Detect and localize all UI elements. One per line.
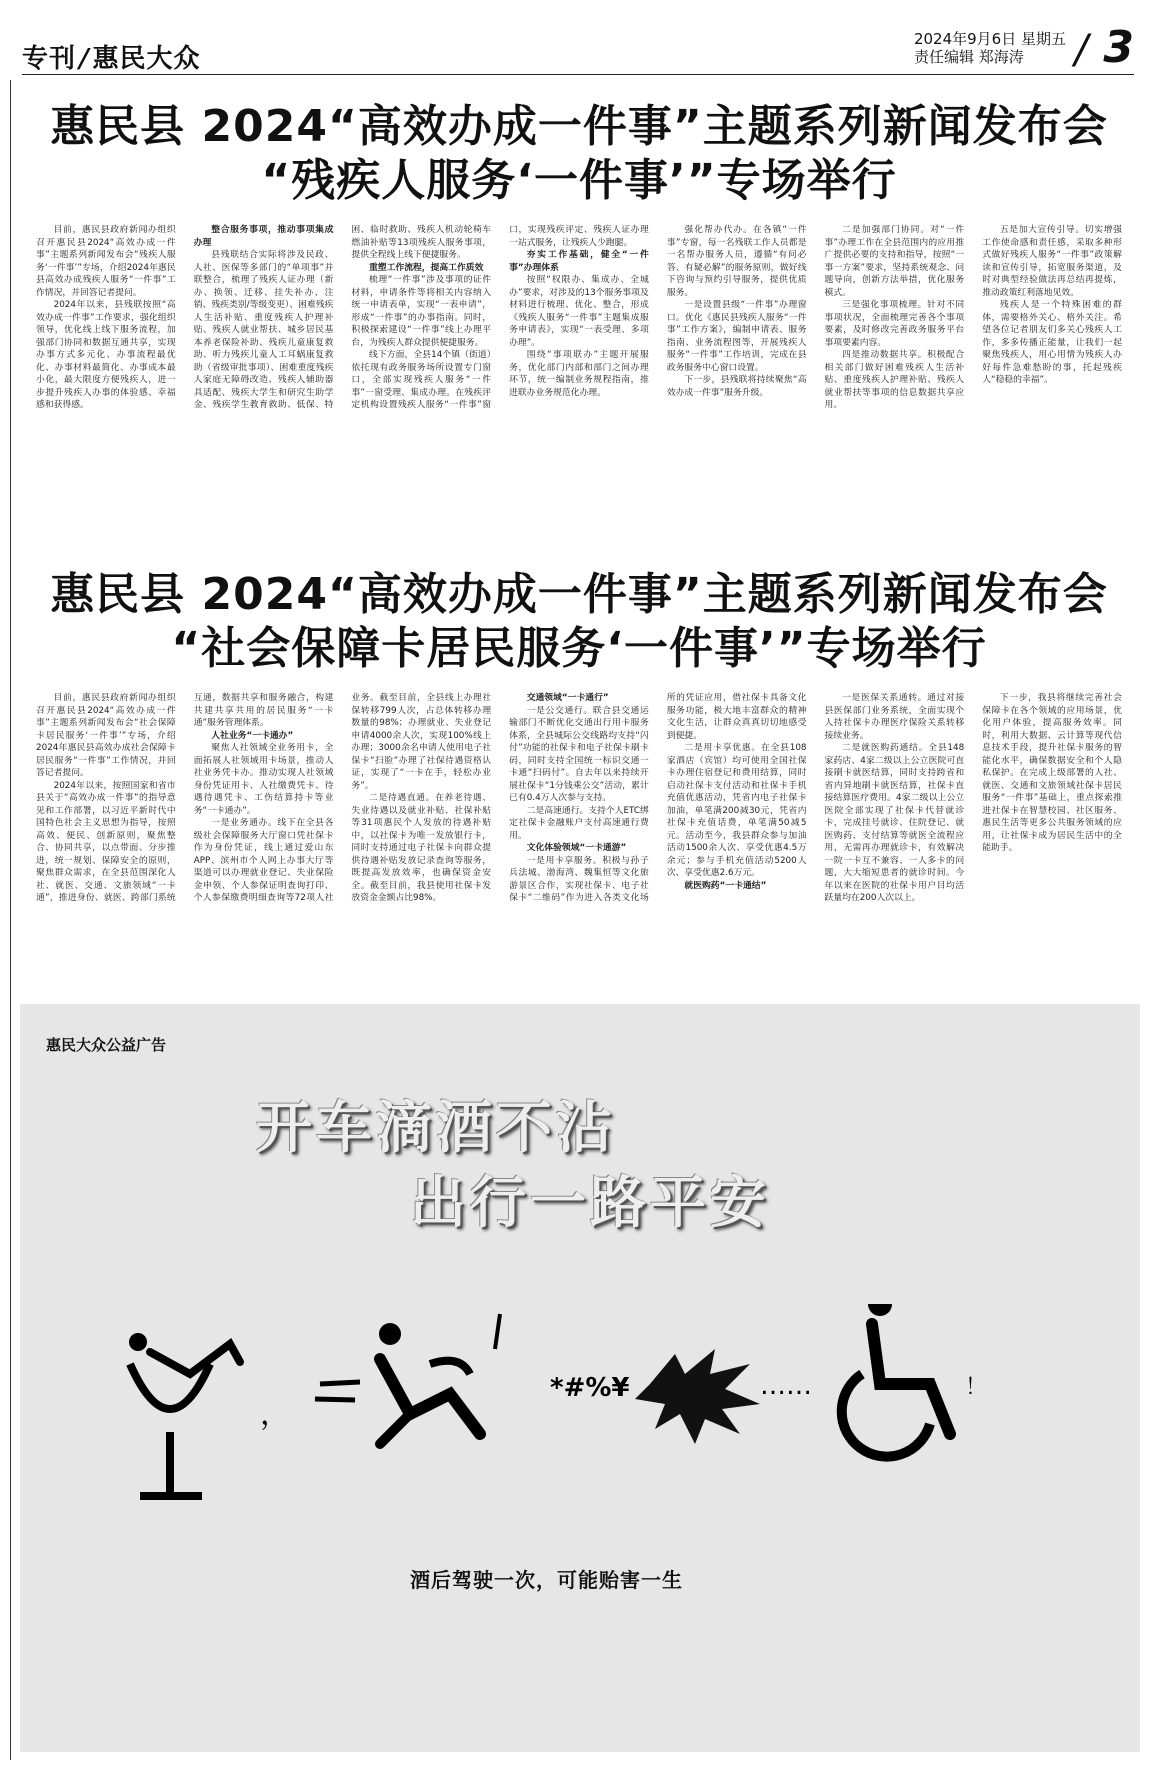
paragraph: 二是加强部门协同。对“一件事”办理工作在全县范围内的应用推广提供必要的支持和指导，按照“一事一方案”要求，坚持系统观念、问题导向，创新方法举措，优化服务模式。 xyxy=(824,225,965,298)
paragraph: 聚焦人社领域全业务用卡，全面拓展人社领域用卡场景，推动人社业务凭卡办。推动实现人社领域身份凭证用卡、人社缴费凭卡、待遇待遇凭卡、工伤结算持卡等业务“一卡通办”。 xyxy=(193,743,334,816)
paragraph: 2024年以来，县残联按照“高效办成一件事”工作要求，强化组织领导，优化线上线下服务流程，加强部门协同和数据互通共享，实现办事方式多元化、办事流程最优化、办事材料最简化、办事成本最小化，最大限度方便残疾人，进一步提升残疾人办事的体验感、幸福感和获得感。 xyxy=(36,300,176,410)
paragraph: 一是业务通办。线下在全县各级社会保障服务大厅窗口凭社保卡作为身份凭证，线上通过爱山东APP、滨州市个人网上办事大厅等渠道可以办理就业登记、失业保险金申领、个人参保证明查询打印、个人参保缴费明细查询等72项人社业务。截至目前，全县线上办理社保转移799人次，占总体转移办理数量的98%；办理就业、失业登记申请4000余人次，实现100%线上办理；3000余名申请人使用电子社保卡“扫脸”办理了社保待遇资格认证，实现了“一卡在手，轻松办业务”。 xyxy=(193,693,492,903)
responsible-editor: 责任编辑 郑海涛 xyxy=(913,48,1024,66)
section-label: 专刊 xyxy=(22,44,77,74)
ad-label: 惠民大众公益广告 xyxy=(46,1036,167,1054)
paragraph: 三是强化事项梳理。针对不同事项状况，全面梳理完善各个事项要素，及时修改完善政务服务平台事项要素内容。 xyxy=(824,300,965,348)
ad-illustration xyxy=(110,1304,1090,1524)
wine-glass-icon xyxy=(129,1333,240,1496)
paragraph: 一是用卡享服务。积极与孙子兵法城、渤海湾、魏集恒等文化旅游景区合作，实现社保卡、电子社保卡“二维码”作为进入各类文化场所的凭证应用，借社保卡具备文化服务功能，极大地丰富群众的精神文化生活，让群众真真切切地感受到便捷。 xyxy=(509,693,807,903)
drunk-driver-icon xyxy=(315,1314,500,1444)
section-title xyxy=(22,38,201,75)
paragraph: 强化帮办代办。在各镇“一件事”专窗，每一名残联工作人员都是一名帮办服务人员，遵循“有问必答、有疑必解”的服务原则，做好线下咨询与预约引导服务，提供优质服务。 xyxy=(666,225,807,298)
public-service-ad xyxy=(20,1004,1140,1752)
ad-bottom-text: 酒后驾驶一次，可能贻害一生 xyxy=(410,1568,683,1592)
ad-slogan-line1: 开车滴酒不沾 xyxy=(256,1095,616,1161)
date-block xyxy=(914,30,1066,66)
paragraph: 一是设置县级“一件事”办理窗口。优化《惠民县残疾人服务“一件事”工作方案》，编制申请表、服务指南、业务流程图等，开展残疾人服务“一件事”工作培训，完成在县政务服务中心窗口设置。 xyxy=(666,300,807,373)
article1-headline xyxy=(18,100,1140,208)
paragraph: 2024年以来，按照国家和省市县关于“高效办成一件事”的指导意见和工作部署，以习近平新时代中国特色社会主义思想为指导，按照高效、便民、创新原则，聚焦整合、协同共享，以点带面、分步推进，统一规划、保障安全的原则，聚焦群众需求，在全县范围深化人社、就医、交通、文旅领域“一卡通”，推进身份、就医、跨部门系统互通，数据共享和服务融合，构建共建共享共用的居民服务“一卡通”服务管理体系。 xyxy=(36,693,334,903)
paragraph: 下一步，我县将继续完善社会保障卡在各个领域的应用场景，优化用户体验，提高服务效率。同时，利用大数据、云计算等现代信息技术手段，提升社保卡服务的智能化水平，确保数据安全和个人隐私保护。在完成上级部署的人社、就医、交通和文旅领域社保卡居民服务“一件事”基础上，重点探索推进社保卡在智慧校园、社区服务、惠民生活等更多公共服务领域的应用，让社保卡成为居民生活中的全能助手。 xyxy=(982,693,1122,853)
issue-date: 2024年9月6日 星期五 xyxy=(913,30,1066,48)
article2-body xyxy=(36,692,1122,977)
paragraph: 县残联结合实际将涉及民政、人社、医保等多部门的“单项事”并联整合，梳理了残疾人证办理（新办、换领、迁移、挂失补办、注销、残疾类别/等级变更）、困难残疾人生活补贴、重度残疾人护理补贴、残疾人就业帮扶、城乡居民基本养老保险补助、残疾儿童康复救助、听力残疾儿童人工耳蜗康复救助（省级审批事项）、困难重度残疾人家庭无障碍改造、残疾人辅助器具适配、残疾大学生和研究生助学金、残疾学生教育救助、低保、特困、临时救助、残疾人机动轮椅车燃油补贴等13项残疾人服务事项，提供全程线上线下便捷服务。 xyxy=(193,225,492,410)
page-number: 3 xyxy=(1103,22,1134,73)
paragraph: 二是就医购药通结。全县148家药店、4家二级以上公立医院可直接刷卡就医结算，同时支持跨省和省内异地刷卡就医结算，社保卡直接结算医疗费用。4家二级以上公立医院全部实现了社保卡代替就诊卡，完成挂号就诊、住院登记、就医购药、支付结算等就医全流程应用，无需再办理就诊卡，有效解决一院一卡互不兼容、一人多卡的问题，大大缩短患者的就诊时间。今年以来在医院的社保卡用户目均活跃量均在200人次以上。 xyxy=(824,743,965,903)
curse-symbols: *#%¥ xyxy=(550,1373,630,1403)
page-slash: / xyxy=(1074,27,1088,73)
paragraph: 残疾人是一个特殊困难的群体，需要格外关心、格外关注。希望各位记者朋友们多关心残疾人工作，多多传播正能量，让我们一起聚焦残疾人，用心用情为残疾人办好每件急难愁盼的事，托起残疾人“稳稳的幸福”。 xyxy=(982,300,1122,385)
article2-headline xyxy=(18,568,1140,676)
article2-headline-line2: “社会保障卡居民服务‘一件事’”专场举行 xyxy=(171,623,987,674)
paragraph: 按照“权限办、集成办、全城办”要求，对涉及的13个服务事项及材料进行梳理、优化、整合，形成《残疾人服务“一件事”主题集成服务申请表》，实现“一表受理、多项办理”。 xyxy=(509,275,649,348)
subheading: 就医购药“一卡通结” xyxy=(684,880,767,891)
paragraph: 二是高速通行。支持个人ETC绑定社保卡金融账户支付高速通行费用。 xyxy=(509,805,649,841)
brand-logo: 惠民大众 xyxy=(92,44,201,74)
left-margin-rule xyxy=(10,80,11,1760)
paragraph: 目前，惠民县政府新闻办组织召开惠民县2024“高效办成一件事”主题系列新闻发布会“社会保障卡居民服务‘一件事’”专场，介绍2024年惠民县高效办成社会保障卡居民服务“一件事”工作情况，并回答记者提问。 xyxy=(36,693,176,778)
article2-headline-line1: 惠民县 2024“高效办成一件事”主题系列新闻发布会 xyxy=(50,569,1108,620)
crash-burst-icon xyxy=(635,1349,760,1444)
paragraph: 二是用卡享优惠。在全县108家酒店（宾馆）均可使用全国社保卡办理住宿登记和费用结算，同时启动社保卡支付活动和社保卡手机充值优惠活动，凭省内电子社保卡加油，单笔满200减30元，凭省内社保卡充值话费，单笔满50减5元。活动至今，我县群众参与加油活动1500余人次、享受优惠4.5万余元；参与手机充值活动5200人次、享受优惠2.6万元。 xyxy=(666,743,807,878)
exclamation-mark: ！ xyxy=(965,1375,988,1400)
ad-slogan-line2: 出行一路平安 xyxy=(410,1170,770,1236)
header-rule xyxy=(22,74,1134,75)
article1-headline-line2: “残疾人服务‘一件事’”专场举行 xyxy=(261,155,897,206)
comma-mark: ， xyxy=(260,1397,290,1432)
paragraph: 四是推动数据共享。积极配合相关部门做好困难残疾人生活补贴、重度残疾人护理补贴、残疾人就业帮扶等事项的信息数据共享应用。 xyxy=(824,350,965,410)
subheading: 夯实工作基础，健全“一件事”办理体系 xyxy=(509,250,649,273)
slash-divider: / xyxy=(75,44,93,74)
paragraph: 一是医保关系通转。通过对接县医保部门业务系统，全面实现个人持社保卡办理医疗保险关系转移接续业务。 xyxy=(824,693,965,741)
subheading: 人社业务“一卡通办” xyxy=(211,730,294,741)
paragraph: 梳理“一件事”涉及事项的证件材料，申请条件等将相关内容纳入统一申请表单，实现“一表申请”，形成“一件事”的办事指南。同时，积极探索建设“一件事”线上办理平台，为残疾人群众提供便捷服务。 xyxy=(351,275,492,348)
paragraph: 线下方面，全县14个镇（街道）依托现有政务服务场所设置专门窗口，全部实现残疾人服务“一件事”一窗受理、集成办理。在残疾评定机构设置残疾人服务“一件事”窗口，实现残疾评定、残疾人证办理一站式服务，让残疾人少跑腿。 xyxy=(351,225,649,410)
subheading: 重塑工作流程，提高工作质效 xyxy=(369,262,484,273)
subheading: 文化体验领域“一卡通游” xyxy=(526,843,627,853)
article1-headline-line1: 惠民县 2024“高效办成一件事”主题系列新闻发布会 xyxy=(50,101,1108,152)
paragraph: 五是加大宣传引导。切实增强工作使命感和责任感，采取多种形式做好残疾人服务“一件事”政策解读和宣传引导，拓宽服务渠道，及时对典型经验做法再总结再提炼，推动政策红利落地见效。 xyxy=(982,225,1122,298)
wheelchair-icon xyxy=(842,1304,950,1457)
paragraph: 目前，惠民县政府新闻办组织召开惠民县2024“高效办成一件事”主题系列新闻发布会“残疾人服务‘一件事’”专场，介绍2024年惠民县高效办成残疾人服务“一件事”工作情况，并回答记者提问。 xyxy=(36,225,176,298)
article1-body xyxy=(36,224,1122,524)
subheading: 交通领域“一卡通行” xyxy=(526,693,609,703)
paragraph: 围绕“事项联办”主题开展服务，优化部门内部和部门之间办理环节，统一编制业务规程指南，推进联办业务规范化办理。 xyxy=(509,350,649,398)
paragraph: 下一步，县残联将持续聚焦“高效办成一件事”服务升级。 xyxy=(666,375,807,398)
ellipsis-dots: …… xyxy=(760,1371,812,1401)
paragraph: 二是待遇直通。在养老待遇、失业待遇以及就业补贴、社保补贴等31项惠民个人发放的待遇补贴中，以社保卡为唯一发放银行卡，同时支持通过电子社保卡向群众提供待遇补贴发放记录查询等服务，既提高发放效率，也确保资金安全。截至目前，我县使用社保卡发放资金金额占比98%。 xyxy=(351,793,492,903)
masthead xyxy=(22,12,1134,72)
subheading: 整合服务事项，推动事项集成办理 xyxy=(193,225,334,248)
paragraph: 一是公交通行。联合县交通运输部门不断优化交通出行用卡服务体系，全县城际公交线路均支持“闪付”功能的社保卡和电子社保卡刷卡码，同时支持全国统一标识交通一卡通“扫码付”。自去年以来持续开展社保卡“1分钱乘公交”活动，累计已有0.4万人次参与支持。 xyxy=(509,705,649,803)
